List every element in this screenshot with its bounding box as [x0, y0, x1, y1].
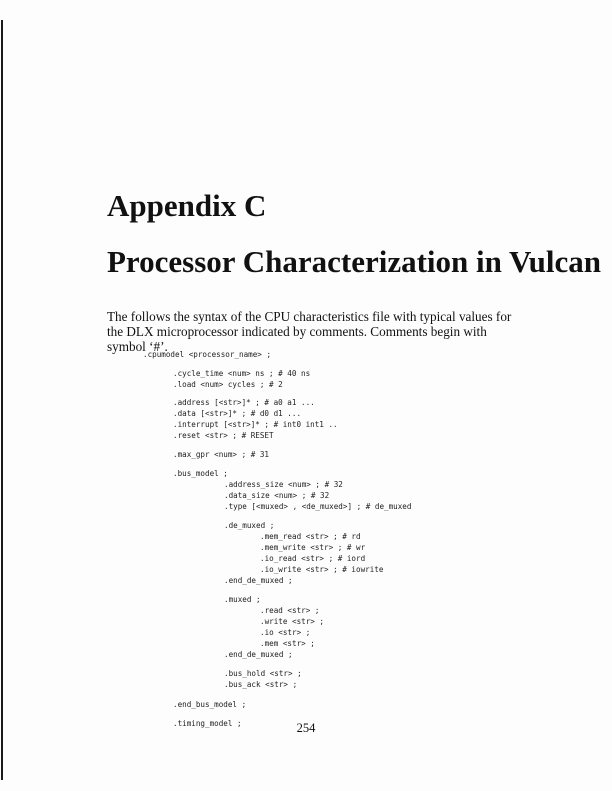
code-line: .bus_ack <str> ;: [224, 680, 298, 689]
code-line: .end_de_muxed ;: [224, 576, 293, 585]
code-line: .type [<muxed> , <de_muxed>] ; # de_muxed: [224, 502, 412, 511]
code-line: .end_de_muxed ;: [224, 650, 293, 659]
code-line: .interrupt [<str>]* ; # int0 int1 ..: [173, 420, 338, 429]
intro-paragraph: The follows the syntax of the CPU characteristics file with typical values for the DLX microprocessor indicated by comments. Comments begin with symbol ‘#’.: [107, 309, 512, 354]
code-line: .address [<str>]* ; # a0 a1 ...: [173, 398, 315, 407]
code-line: .io_write <str> ; # iowrite: [260, 565, 384, 574]
code-line: .bus_model ;: [173, 469, 228, 478]
code-line: .write <str> ;: [260, 617, 325, 626]
code-line: .io <str> ;: [260, 628, 311, 637]
code-line: .mem_read <str> ; # rd: [260, 532, 361, 541]
code-line: .mem <str> ;: [260, 639, 315, 648]
page-number: 254: [296, 721, 316, 735]
code-line: .end_bus_model ;: [173, 700, 247, 709]
appendix-label: Appendix C: [107, 188, 267, 223]
code-line: .cpumodel <processor_name> ;: [143, 350, 272, 359]
code-line: .muxed ;: [224, 595, 261, 604]
code-line: .cycle_time <num> ns ; # 40 ns: [173, 369, 311, 378]
code-line: .data [<str>]* ; # d0 d1 ...: [173, 409, 302, 418]
code-line: .load <num> cycles ; # 2: [173, 380, 283, 389]
code-line: .address_size <num> ; # 32: [224, 480, 343, 489]
code-line: .de_muxed ;: [224, 521, 275, 530]
code-line: .max_gpr <num> ; # 31: [173, 450, 270, 459]
code-line: .timing_model ;: [173, 719, 242, 728]
code-line: .bus_hold <str> ;: [224, 669, 302, 678]
code-line: .mem_write <str> ; # wr: [260, 543, 366, 552]
code-line: .read <str> ;: [260, 606, 320, 615]
chapter-title: Processor Characterization in Vulcan: [107, 244, 601, 279]
code-line: .io_read <str> ; # iord: [260, 554, 366, 563]
binding-edge-rule: [1, 20, 3, 780]
code-line: .data_size <num> ; # 32: [224, 491, 330, 500]
code-line: .reset <str> ; # RESET: [173, 431, 274, 440]
